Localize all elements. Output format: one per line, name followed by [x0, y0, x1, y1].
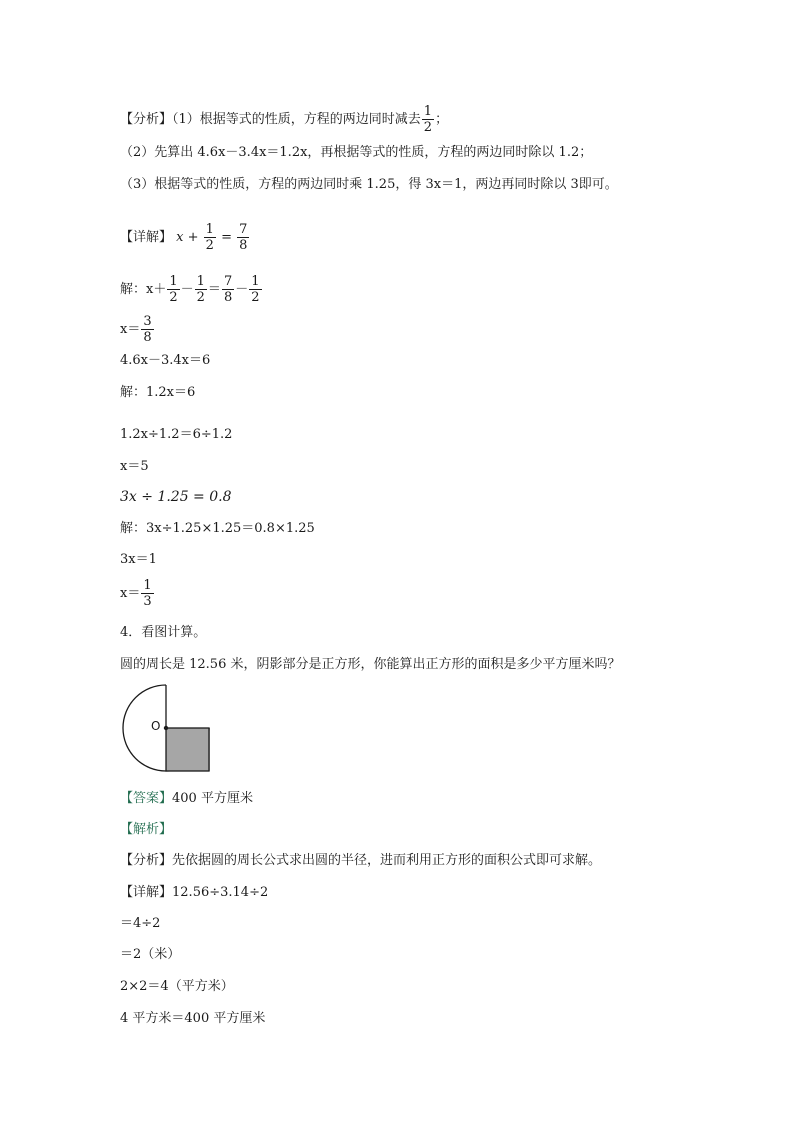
analysis-1-line: 【分析】（1）根据等式的性质，方程的两边同时减去 $\frac{1}{2}$ ； — [120, 104, 449, 135]
equation-step: 3x＝1 — [120, 552, 157, 567]
center-point — [164, 726, 168, 730]
explanation-tag: 【解析】 — [120, 822, 173, 837]
calc-step: ＝2（米） — [120, 947, 181, 962]
circle-square-figure — [120, 682, 220, 778]
detail-tag: 【详解】 — [120, 885, 173, 900]
fraction: $\frac{7}{8}$ — [239, 222, 248, 253]
equation-step: 1.2x÷1.2＝6÷1.2 — [120, 427, 233, 442]
equation-step: x＝ $\frac{1}{3}$ — [120, 578, 152, 609]
answer-tag: 【答案】 — [120, 791, 173, 806]
shaded-square — [166, 728, 209, 771]
calc-step: 4 平方米＝400 平方厘米 — [120, 1011, 266, 1026]
equation-step: 解：3x÷1.25×1.25＝0.8×1.25 — [120, 521, 315, 536]
equation: 3x ÷ 1.25 = 0.8 — [120, 489, 232, 505]
analysis-tag: 【分析】 — [120, 112, 173, 127]
q4-detail-line: 【详解】12.56÷3.14÷2 — [120, 885, 269, 900]
calc-step: ＝4÷2 — [120, 916, 161, 931]
analysis-tag: 【分析】 — [120, 853, 173, 868]
q4-analysis-line: 【分析】先依据圆的周长公式求出圆的半径，进而利用正方形的面积公式即可求解。 — [120, 853, 602, 868]
analysis-2-line: （2）先算出 4.6x－3.4x＝1.2x，再根据等式的性质，方程的两边同时除以 1.2； — [120, 145, 593, 160]
answer-text: 400 平方厘米 — [172, 791, 253, 806]
center-label: O — [151, 719, 161, 733]
fraction-one-half: $\frac{1}{2}$ — [423, 104, 433, 135]
analysis-text-1: （1）根据等式的性质，方程的两边同时减去 — [172, 112, 421, 127]
equation: 4.6x－3.4x＝6 — [120, 353, 211, 368]
question-title: 4．看图计算。 — [120, 625, 207, 640]
question-prompt: 圆的周长是 12.56 米，阴影部分是正方形，你能算出正方形的面积是多少平方厘米吗？ — [120, 657, 621, 672]
equation-step: 解：1.2x＝6 — [120, 385, 196, 400]
calc-step: 2×2＝4（平方米） — [120, 979, 234, 994]
equation-step: 解：x＋ $\frac{1}{2}$ － $\frac{1}{2}$ ＝ $\frac{7}{8}$ － $\frac{1}{2}$ — [120, 274, 260, 305]
detail-1-line: 【详解】 x + $\frac{1}{2}$ = $\frac{7}{8}$ — [120, 222, 248, 253]
equation-step: x＝ $\frac{3}{8}$ — [120, 314, 152, 345]
answer-line — [120, 790, 253, 808]
equation-step: x＝5 — [120, 459, 149, 474]
analysis-3-line: （3）根据等式的性质，方程的两边同时乘 1.25，得 3x＝1，两边再同时除以 3即可。 — [120, 177, 618, 192]
fraction: $\frac{1}{2}$ — [205, 222, 214, 253]
detail-tag: 【详解】 — [120, 230, 173, 245]
